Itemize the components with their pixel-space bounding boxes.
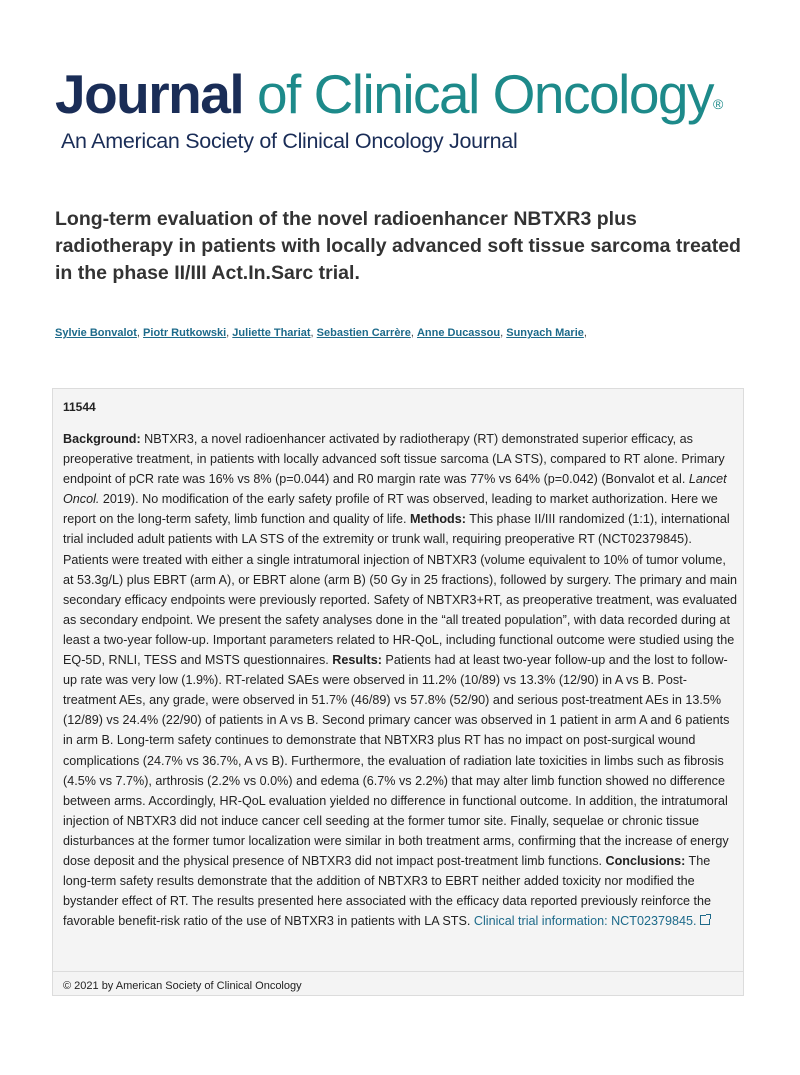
abstract-divider — [53, 971, 743, 972]
author-link[interactable]: Anne Ducassou — [416, 327, 501, 339]
abstract-body — [63, 429, 739, 931]
methods-label: Methods: — [409, 512, 466, 527]
external-link-icon — [700, 915, 710, 925]
journal-subtitle: An American Society of Clinical Oncology Journal — [61, 129, 518, 153]
results-text: Patients had at least two-year follow-up and the lost to follow-up rate was very low (1.9%). RT-related SAEs were observed in 11.2% (10/89) vs 13.3% (12/90) in A vs B. Post-treatment AEs, any grade, were observed in 51.7% (46/89) vs 57.8% (52/90) and serious post-treatment AEs in 13.5% (12/89) vs 24.4% (22/90) of patients in A vs B. Second primary cancer was observed in 1 patient in arm A and 6 patients in arm B. Long-term safety continues to demonstrate that NBTXR3 plus RT has no impact on post-surgical wound complications (24.7% vs 36.7%, A vs B). Furthermore, the evaluation of radiation late toxicities in limbs such as fibrosis (4.5% vs 7.7%), arthrosis (2.2% vs 0.0%) and edema (6.7% vs 2.2%) that may alter limb function showed no difference between arms. Accordingly, HR-QoL evaluation yielded no difference in functional outcome. In addition, the intratumoral injection of NBTXR3 did not induce cancer cell seeding at the former tumor site. Finally, sequelae or chronic tissue disturbances at the former tumor localization were similar in both treatment arms, confirming that the increase of energy dose deposit and the physical presence of NBTXR3 did not impact post-treatment limb functions. — [63, 653, 730, 868]
background-text-cont: 2019). No modification of the early safety profile of RT was observed, leading to market authorization. Here we report on the long-term safety, limb function and quality of life. — [63, 492, 718, 527]
author-separator: , — [310, 327, 317, 339]
conclusions-label: Conclusions: — [605, 853, 686, 868]
copyright-notice: © 2021 by American Society of Clinical Oncology — [63, 980, 302, 992]
author-separator: , — [226, 327, 233, 339]
author-link[interactable]: Sebastien Carrère — [316, 327, 411, 339]
background-text: NBTXR3, a novel radioenhancer activated by radiotherapy (RT) demonstrated superior efficacy, as preoperative treatment, in patients with locally advanced soft tissue sarcoma (LA STS), compared to RT alone. Primary endpoint of pCR rate was 16% vs 8% (p=0.044) and R0 margin rate was 77% vs 64% (p=0.042) (Bonvalot et al. — [63, 432, 725, 487]
journal-logo[interactable] — [55, 62, 755, 126]
abstract-number: 11544 — [63, 400, 96, 414]
author-list — [55, 326, 755, 340]
author-trailing-comma: , — [583, 327, 587, 339]
conclusions-text: The long-term safety results demonstrate that the addition of NBTXR3 to EBRT neither added toxicity nor modified the bystander effect of RT. The results presented here associated with the efficacy data reported previously reinforce the favorable benefit-risk ratio of the use of NBTXR3 in patients with LA STS. — [63, 853, 712, 929]
author-separator: , — [500, 327, 507, 339]
abstract-box — [52, 388, 744, 996]
methods-text: This phase II/III randomized (1:1), international trial included adult patients with LA STS of the extremity or trunk wall, requiring preoperative RT (NCT02379845). Patients were treated with either a single intratumoral injection of NBTXR3 (volume equivalent to 10% of tumor volume, at 53.3g/L) plus EBRT (arm A), or EBRT alone (arm B) (50 Gy in 25 fractions), followed by surgery. The primary and main secondary efficacy endpoints were previously reported. Safety of NBTXR3+RT, as preoperative treatment, was evaluated as secondary endpoint. We present the safety analyses done in the “all treated population”, with data recorded during at least a two-year follow-up. Important parameters related to HR-QoL, including functional outcome were studied using the EQ-5D, RNLI, TESS and MSTS questionnaires. — [63, 512, 738, 668]
registered-mark: ® — [713, 96, 724, 112]
author-link[interactable]: Sunyach Marie — [506, 327, 584, 339]
author-link[interactable]: Sylvie Bonvalot — [55, 327, 137, 339]
author-separator: , — [136, 327, 144, 339]
journal-citation: Lancet Oncol. — [63, 472, 727, 507]
author-link[interactable]: Piotr Rutkowski — [143, 327, 227, 339]
journal-masthead — [55, 62, 755, 154]
background-label: Background: — [63, 432, 141, 446]
results-label: Results: — [332, 653, 382, 668]
journal-title-regular: of Clinical Oncology — [256, 63, 713, 125]
clinical-trial-link[interactable] — [474, 914, 710, 928]
author-separator: , — [410, 327, 417, 339]
author-link[interactable]: Juliette Thariat — [232, 327, 311, 339]
clinical-trial-link-text: Clinical trial information: NCT02379845. — [473, 914, 697, 929]
journal-title-bold: Journal — [55, 63, 244, 125]
article-title: Long-term evaluation of the novel radioenhancer NBTXR3 plus radiotherapy in patients with locally advanced soft tissue sarcoma treated in the phase II/III Act.In.Sarc trial. — [55, 208, 741, 284]
